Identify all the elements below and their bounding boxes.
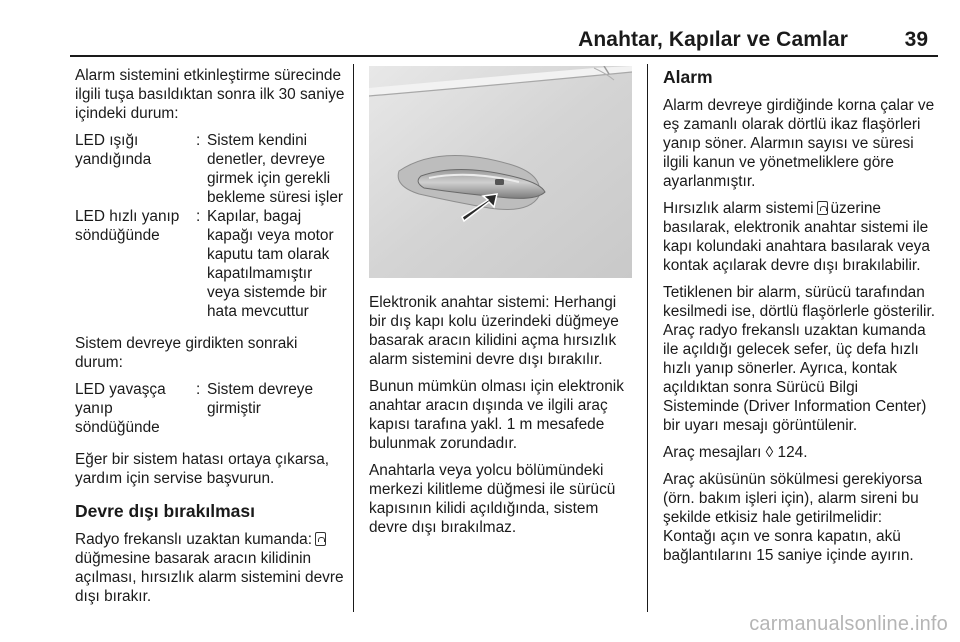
column-3 — [663, 66, 938, 573]
led-row-value: Sistem devreye girmiştir — [207, 381, 314, 417]
chapter-title: Anahtar, Kapılar ve Camlar — [578, 28, 848, 51]
door-handle-illustration — [369, 66, 632, 278]
column-1 — [75, 66, 347, 614]
led-row-key: LED hızlı yanıp söndüğünde — [75, 208, 180, 244]
led-row — [75, 131, 347, 207]
col3-paragraph-2 — [663, 199, 938, 275]
heading-alarm: Alarm — [663, 67, 713, 87]
col3-paragraph-4: Araç mesajları ◊ 124. — [663, 444, 808, 461]
disarm-text-b: düğmesine basarak aracın kilidinin açılması, hırsızlık alarm sistemini devre dışı bırakır. — [75, 550, 344, 605]
disarm-text-a: Radyo frekanslı uzaktan kumanda: — [75, 531, 312, 548]
col3-p2-text-a: Hırsızlık alarm sistemi — [663, 200, 814, 217]
led-row-colon: : — [196, 208, 201, 225]
led-row-colon: : — [196, 132, 201, 149]
col3-paragraph-5: Araç aküsünün sökülmesi gerekiyorsa (örn. bakım işleri için), alarm sireni bu şekilde etkisiz hale getirilmelidir: Kontağı açın ve sonra kapatın, akü bağlantılarını 15 saniye içinde ayırın. — [663, 471, 923, 564]
col2-paragraph-2: Bunun mümkün olması için elektronik anahtar aracın dışında ve ilgili araç kapısı tarafına yakl. 1 m mesafede bulunmak zorundadır. — [369, 378, 624, 452]
col3-p2-text-b: üzerine basılarak, elektronik anahtar sistemi ile kapı kolundaki anahtara basılarak veya kontak açılarak devre dışı bırakılabilir. — [663, 200, 930, 274]
padlock-key-icon — [817, 201, 828, 215]
led-row-key: LED ışığı yandığında — [75, 132, 152, 168]
col3-paragraph-3: Tetiklenen bir alarm, sürücü tarafından kesilmedi ise, dörtlü flaşörlerle gösterilir. Araç radyo frekanslı uzaktan kumanda ile açıldığı gelecek sefer, üç defa hızlı hızlı yanıp sönerler. Ayrıca, kontak açıldıktan sonra Sürücü Bilgi Sisteminde (Driver Information Center) bir uyarı mesajı görüntülenir. — [663, 284, 936, 434]
page-number: 39 — [904, 28, 928, 51]
heading-disarm: Devre dışı bırakılması — [75, 501, 255, 521]
col2-paragraph-3: Anahtarla veya yolcu bölümündeki merkezi kilitleme düğmesi ile sürücü kapısının kilidi açıldığında, sistem devre dışı bırakılmaz. — [369, 462, 616, 536]
header-rule — [70, 55, 938, 57]
padlock-key-icon — [315, 532, 326, 546]
col3-paragraph-1: Alarm devreye girdiğinde korna çalar ve eş zamanlı olarak dörtlü ikaz flaşörleri yanıp söner. Alarmın sayısı ve süresi ilgili kanun ve yönetmeliklere göre ayarlanmıştır. — [663, 97, 935, 190]
disarm-paragraph — [75, 530, 347, 606]
column-divider-2 — [647, 64, 648, 612]
led-row — [75, 207, 347, 321]
led-row-key: LED yavaşça yanıp söndüğünde — [75, 381, 166, 436]
col2-paragraph-1: Elektronik anahtar sistemi: Herhangi bir dış kapı kolu üzerindeki düğmeye basarak aracın kilidini açma hırsızlık alarm sistemini devre dışı bırakılır. — [369, 294, 619, 368]
armed-status-paragraph: Sistem devreye girdikten sonraki durum: — [75, 335, 298, 371]
error-paragraph: Eğer bir sistem hatası ortaya çıkarsa, yardım için servise başvurun. — [75, 451, 330, 487]
led-row-colon: : — [196, 381, 201, 398]
led-status-table-2 — [75, 380, 347, 437]
led-row-value: Sistem kendini denetler, devreye girmek için gerekli bekleme süresi işler — [207, 132, 343, 206]
intro-paragraph: Alarm sistemini etkinleştirme sürecinde ilgili tuşa basıldıktan sonra ilk 30 saniye içindeki durum: — [75, 67, 345, 122]
led-row — [75, 380, 347, 437]
watermark: carmanualsonline.info — [749, 613, 948, 635]
door-handle-svg — [369, 66, 632, 278]
led-row-value: Kapılar, bagaj kapağı veya motor kaputu tam olarak kapatılmamıştır veya sistemde bir hata mevcuttur — [207, 208, 334, 320]
column-divider-1 — [353, 64, 354, 612]
column-2 — [369, 293, 634, 545]
led-status-table-1 — [75, 131, 347, 321]
